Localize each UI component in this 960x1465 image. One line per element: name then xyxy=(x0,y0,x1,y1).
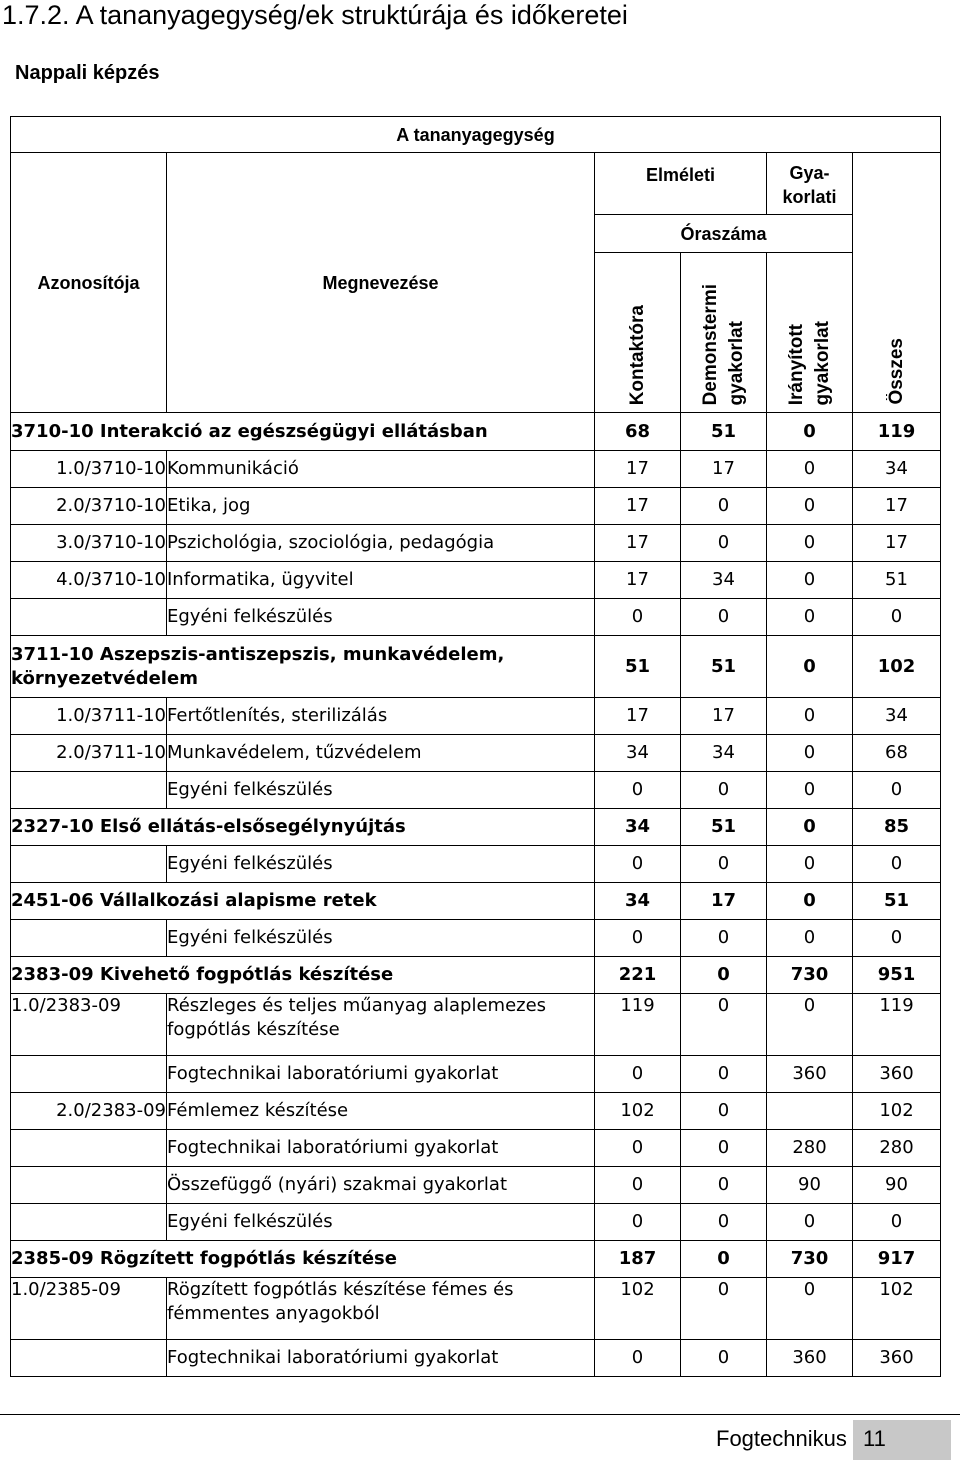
row-id xyxy=(11,1340,167,1377)
cell-demonstermi: 34 xyxy=(681,735,767,772)
cell-osszes: 34 xyxy=(853,698,941,735)
section-title: 2383-09 Kivehető fogpótlás készítése xyxy=(11,957,595,994)
section-row xyxy=(11,413,941,451)
cell-osszes: 280 xyxy=(853,1130,941,1167)
cell-osszes: 90 xyxy=(853,1167,941,1204)
cell-kontaktora: 51 xyxy=(595,636,681,698)
cell-osszes: 917 xyxy=(853,1241,941,1278)
cell-osszes: 51 xyxy=(853,562,941,599)
cell-osszes: 85 xyxy=(853,809,941,846)
row-id xyxy=(11,1056,167,1093)
table-row xyxy=(11,735,941,772)
footer-divider xyxy=(0,1414,960,1415)
row-name: Részleges és teljes műanyag alaplemezes fogpótlás készítése xyxy=(167,994,595,1056)
cell-osszes: 34 xyxy=(853,451,941,488)
row-name: Informatika, ügyvitel xyxy=(167,562,595,599)
table-row xyxy=(11,1130,941,1167)
cell-iranyitott: 0 xyxy=(767,1278,853,1340)
cell-demonstermi: 0 xyxy=(681,772,767,809)
cell-iranyitott: 0 xyxy=(767,488,853,525)
cell-iranyitott: 0 xyxy=(767,809,853,846)
table-row xyxy=(11,1340,941,1377)
table-row xyxy=(11,1278,941,1340)
row-name: Egyéni felkészülés xyxy=(167,920,595,957)
cell-demonstermi: 0 xyxy=(681,957,767,994)
section-row xyxy=(11,809,941,846)
row-id xyxy=(11,846,167,883)
section-title: 2385-09 Rögzített fogpótlás készítése xyxy=(11,1241,595,1278)
table-row xyxy=(11,1056,941,1093)
cell-kontaktora: 0 xyxy=(595,846,681,883)
table-row xyxy=(11,599,941,636)
section-row xyxy=(11,957,941,994)
row-name: Fogtechnikai laboratóriumi gyakorlat xyxy=(167,1340,595,1377)
cell-kontaktora: 34 xyxy=(595,735,681,772)
row-id: 1.0/3711-10 xyxy=(11,698,167,735)
cell-kontaktora: 0 xyxy=(595,920,681,957)
row-name: Egyéni felkészülés xyxy=(167,772,595,809)
section-row xyxy=(11,883,941,920)
curriculum-table xyxy=(10,116,941,1377)
cell-kontaktora: 68 xyxy=(595,413,681,451)
row-id: 1.0/2383-09 xyxy=(11,994,167,1056)
header-megnevezese: Megnevezése xyxy=(167,153,595,413)
cell-demonstermi: 0 xyxy=(681,1204,767,1241)
table-row xyxy=(11,846,941,883)
cell-demonstermi: 51 xyxy=(681,809,767,846)
cell-osszes: 0 xyxy=(853,846,941,883)
row-id: 2.0/3711-10 xyxy=(11,735,167,772)
cell-iranyitott: 0 xyxy=(767,562,853,599)
cell-kontaktora: 102 xyxy=(595,1278,681,1340)
cell-iranyitott: 360 xyxy=(767,1056,853,1093)
cell-kontaktora: 0 xyxy=(595,1204,681,1241)
cell-osszes: 17 xyxy=(853,525,941,562)
cell-demonstermi: 0 xyxy=(681,846,767,883)
cell-osszes: 102 xyxy=(853,636,941,698)
row-name: Egyéni felkészülés xyxy=(167,846,595,883)
header-iranyitott-label-2: gyakorlat xyxy=(811,320,833,405)
cell-demonstermi: 0 xyxy=(681,1241,767,1278)
page-number: 11 xyxy=(863,1426,886,1451)
row-name: Rögzített fogpótlás készítése fémes és fémmentes anyagokból xyxy=(167,1278,595,1340)
cell-demonstermi: 17 xyxy=(681,883,767,920)
cell-demonstermi: 0 xyxy=(681,488,767,525)
row-id: 1.0/2385-09 xyxy=(11,1278,167,1340)
cell-kontaktora: 102 xyxy=(595,1093,681,1130)
table-body xyxy=(11,413,941,1377)
header-demonstermi-label-1: Demonstermi xyxy=(699,283,721,405)
cell-osszes: 951 xyxy=(853,957,941,994)
cell-iranyitott: 0 xyxy=(767,846,853,883)
page-number-box xyxy=(853,1420,951,1460)
header-azonositoja: Azonosítója xyxy=(11,153,167,413)
cell-kontaktora: 34 xyxy=(595,883,681,920)
cell-kontaktora: 221 xyxy=(595,957,681,994)
header-demonstermi xyxy=(681,253,767,413)
cell-demonstermi: 51 xyxy=(681,636,767,698)
cell-iranyitott: 730 xyxy=(767,1241,853,1278)
header-iranyitott xyxy=(767,253,853,413)
row-name: Egyéni felkészülés xyxy=(167,1204,595,1241)
cell-iranyitott: 0 xyxy=(767,599,853,636)
header-kontaktora xyxy=(595,253,681,413)
table-row xyxy=(11,1167,941,1204)
cell-demonstermi: 17 xyxy=(681,451,767,488)
row-id xyxy=(11,1204,167,1241)
table-row xyxy=(11,451,941,488)
cell-kontaktora: 34 xyxy=(595,809,681,846)
section-title: 3710-10 Interakció az egészségügyi ellátásban xyxy=(11,413,595,451)
cell-iranyitott: 0 xyxy=(767,1204,853,1241)
cell-osszes: 102 xyxy=(853,1278,941,1340)
cell-demonstermi: 0 xyxy=(681,994,767,1056)
cell-kontaktora: 0 xyxy=(595,772,681,809)
cell-iranyitott: 0 xyxy=(767,772,853,809)
header-iranyitott-label-1: Irányított xyxy=(785,323,807,405)
header-demonstermi-label-2: gyakorlat xyxy=(725,320,747,405)
cell-demonstermi: 0 xyxy=(681,1056,767,1093)
cell-osszes: 360 xyxy=(853,1056,941,1093)
header-osszes xyxy=(853,153,941,413)
cell-iranyitott: 0 xyxy=(767,636,853,698)
row-name: Összefüggő (nyári) szakmai gyakorlat xyxy=(167,1167,595,1204)
row-id: 2.0/3710-10 xyxy=(11,488,167,525)
row-id: 3.0/3710-10 xyxy=(11,525,167,562)
cell-kontaktora: 0 xyxy=(595,1167,681,1204)
table-row xyxy=(11,525,941,562)
cell-demonstermi: 0 xyxy=(681,1130,767,1167)
cell-iranyitott: 0 xyxy=(767,451,853,488)
cell-osszes: 360 xyxy=(853,1340,941,1377)
row-id xyxy=(11,599,167,636)
section-heading: 1.7.2. A tananyagegység/ek struktúrája és időkeretei xyxy=(2,0,628,30)
cell-iranyitott: 0 xyxy=(767,994,853,1056)
cell-iranyitott: 0 xyxy=(767,883,853,920)
cell-demonstermi: 0 xyxy=(681,1340,767,1377)
cell-kontaktora: 0 xyxy=(595,1130,681,1167)
cell-iranyitott: 730 xyxy=(767,957,853,994)
cell-iranyitott xyxy=(767,1093,853,1130)
header-kontaktora-label: Kontaktóra xyxy=(626,304,648,405)
cell-kontaktora: 17 xyxy=(595,562,681,599)
cell-osszes: 0 xyxy=(853,1204,941,1241)
cell-kontaktora: 0 xyxy=(595,599,681,636)
row-name: Fogtechnikai laboratóriumi gyakorlat xyxy=(167,1056,595,1093)
cell-kontaktora: 0 xyxy=(595,1056,681,1093)
table-row xyxy=(11,562,941,599)
section-title: 3711-10 Aszepszis-antiszepszis, munkavédelem, környezetvédelem xyxy=(11,636,595,698)
cell-kontaktora: 119 xyxy=(595,994,681,1056)
cell-osszes: 68 xyxy=(853,735,941,772)
cell-kontaktora: 17 xyxy=(595,488,681,525)
section-title: 2327-10 Első ellátás-elsősegélynyújtás xyxy=(11,809,595,846)
cell-kontaktora: 17 xyxy=(595,451,681,488)
cell-iranyitott: 0 xyxy=(767,735,853,772)
row-name: Egyéni felkészülés xyxy=(167,599,595,636)
cell-osszes: 0 xyxy=(853,772,941,809)
table-row xyxy=(11,698,941,735)
row-name: Fogtechnikai laboratóriumi gyakorlat xyxy=(167,1130,595,1167)
footer-label: Fogtechnikus xyxy=(716,1426,847,1451)
cell-demonstermi: 0 xyxy=(681,920,767,957)
row-name: Pszichológia, szociológia, pedagógia xyxy=(167,525,595,562)
table-row xyxy=(11,920,941,957)
table-row xyxy=(11,1204,941,1241)
row-id xyxy=(11,1167,167,1204)
table-row xyxy=(11,994,941,1056)
table-row xyxy=(11,772,941,809)
cell-demonstermi: 0 xyxy=(681,599,767,636)
row-id: 4.0/3710-10 xyxy=(11,562,167,599)
section-title: 2451-06 Vállalkozási alapisme retek xyxy=(11,883,595,920)
cell-osszes: 119 xyxy=(853,994,941,1056)
cell-iranyitott: 0 xyxy=(767,525,853,562)
cell-kontaktora: 17 xyxy=(595,698,681,735)
row-name: Munkavédelem, tűzvédelem xyxy=(167,735,595,772)
cell-osszes: 17 xyxy=(853,488,941,525)
cell-demonstermi: 17 xyxy=(681,698,767,735)
row-name: Kommunikáció xyxy=(167,451,595,488)
header-oraszama: Óraszáma xyxy=(595,215,853,253)
section-row xyxy=(11,636,941,698)
row-name: Etika, jog xyxy=(167,488,595,525)
row-name: Fertőtlenítés, sterilizálás xyxy=(167,698,595,735)
cell-kontaktora: 187 xyxy=(595,1241,681,1278)
cell-kontaktora: 0 xyxy=(595,1340,681,1377)
cell-osszes: 102 xyxy=(853,1093,941,1130)
cell-demonstermi: 0 xyxy=(681,525,767,562)
cell-iranyitott: 90 xyxy=(767,1167,853,1204)
cell-iranyitott: 0 xyxy=(767,920,853,957)
section-row xyxy=(11,1241,941,1278)
header-elmeleti: Elméleti xyxy=(595,153,767,215)
cell-iranyitott: 0 xyxy=(767,413,853,451)
cell-osszes: 51 xyxy=(853,883,941,920)
row-id xyxy=(11,1130,167,1167)
subheading: Nappali képzés xyxy=(15,62,160,84)
row-name: Fémlemez készítése xyxy=(167,1093,595,1130)
cell-demonstermi: 51 xyxy=(681,413,767,451)
cell-demonstermi: 0 xyxy=(681,1093,767,1130)
cell-osszes: 0 xyxy=(853,920,941,957)
cell-demonstermi: 0 xyxy=(681,1167,767,1204)
cell-iranyitott: 0 xyxy=(767,698,853,735)
cell-iranyitott: 360 xyxy=(767,1340,853,1377)
row-id xyxy=(11,920,167,957)
row-id: 1.0/3710-10 xyxy=(11,451,167,488)
cell-demonstermi: 34 xyxy=(681,562,767,599)
table-row xyxy=(11,488,941,525)
cell-kontaktora: 17 xyxy=(595,525,681,562)
header-gyakorlati: Gya- korlati xyxy=(767,153,853,215)
cell-demonstermi: 0 xyxy=(681,1278,767,1340)
cell-osszes: 0 xyxy=(853,599,941,636)
cell-iranyitott: 280 xyxy=(767,1130,853,1167)
table-row xyxy=(11,1093,941,1130)
row-id xyxy=(11,772,167,809)
cell-osszes: 119 xyxy=(853,413,941,451)
table-title: A tananyagegység xyxy=(11,117,941,153)
header-osszes-label: Összes xyxy=(885,338,907,405)
row-id: 2.0/2383-09 xyxy=(11,1093,167,1130)
